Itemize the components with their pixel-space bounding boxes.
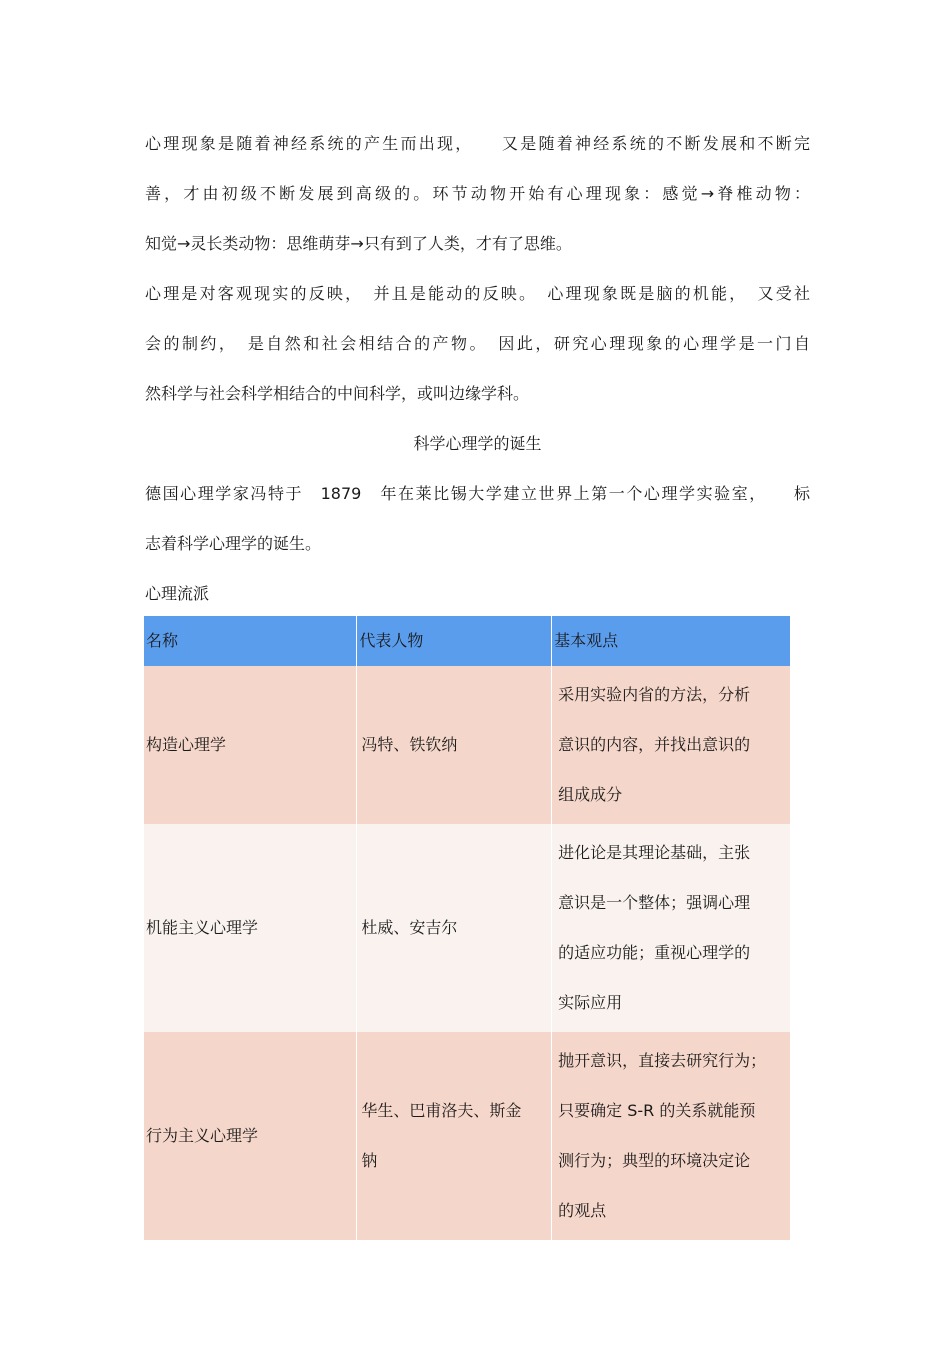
cell-people: 冯特、铁钦纳 [357, 666, 552, 824]
section-title: 科学心理学的诞生 [413, 434, 542, 453]
paragraph2-line1: 心理是对客观现实的反映， 并且是能动的反映。 心理现象既是脑的机能， 又受社 [145, 284, 810, 303]
table-row [144, 1032, 790, 1240]
cell-views: 进化论是其理论基础，主张 意识是一个整体；强调心理 的适应功能；重视心理学的 实际应用 [552, 824, 790, 1032]
table-header-row [144, 616, 790, 666]
header-name: 名称 [144, 616, 357, 666]
cell-views: 抛开意识，直接去研究行为； 只要确定 S-R 的关系就能预 测行为；典型的环境决定论 的观点 [552, 1032, 790, 1240]
cell-name: 构造心理学 [144, 666, 357, 824]
table-caption: 心理流派 [145, 584, 210, 603]
table-row [144, 666, 790, 824]
paragraph1-line2: 善，才由初级不断发展到高级的。环节动物开始有心理现象：感觉→脊椎动物： [145, 184, 810, 203]
paragraph1-line1: 心理现象是随着神经系统的产生而出现， 又是随着神经系统的不断发展和不断完 [145, 134, 810, 153]
header-people: 代表人物 [357, 616, 552, 666]
cell-people: 杜威、安吉尔 [357, 824, 552, 1032]
header-views: 基本观点 [552, 616, 790, 666]
paragraph1-line3: 知觉→灵长类动物：思维萌芽→只有到了人类，才有了思维。 [145, 234, 572, 253]
cell-name: 机能主义心理学 [144, 824, 357, 1032]
cell-name: 行为主义心理学 [144, 1032, 357, 1240]
paragraph2-line2: 会的制约， 是自然和社会相结合的产物。 因此，研究心理现象的心理学是一门自 [145, 334, 810, 353]
cell-people: 华生、巴甫洛夫、斯金 钠 [357, 1032, 552, 1240]
paragraph3-line1: 德国心理学家冯特于 1879 年在莱比锡大学建立世界上第一个心理学实验室， 标 [145, 484, 810, 503]
paragraph2-line3: 然科学与社会科学相结合的中间科学，或叫边缘学科。 [145, 384, 530, 403]
psychology-schools-table [144, 616, 790, 1240]
table-row [144, 824, 790, 1032]
cell-views: 采用实验内省的方法，分析 意识的内容，并找出意识的 组成成分 [552, 666, 790, 824]
paragraph3-line2: 志着科学心理学的诞生。 [145, 534, 322, 553]
